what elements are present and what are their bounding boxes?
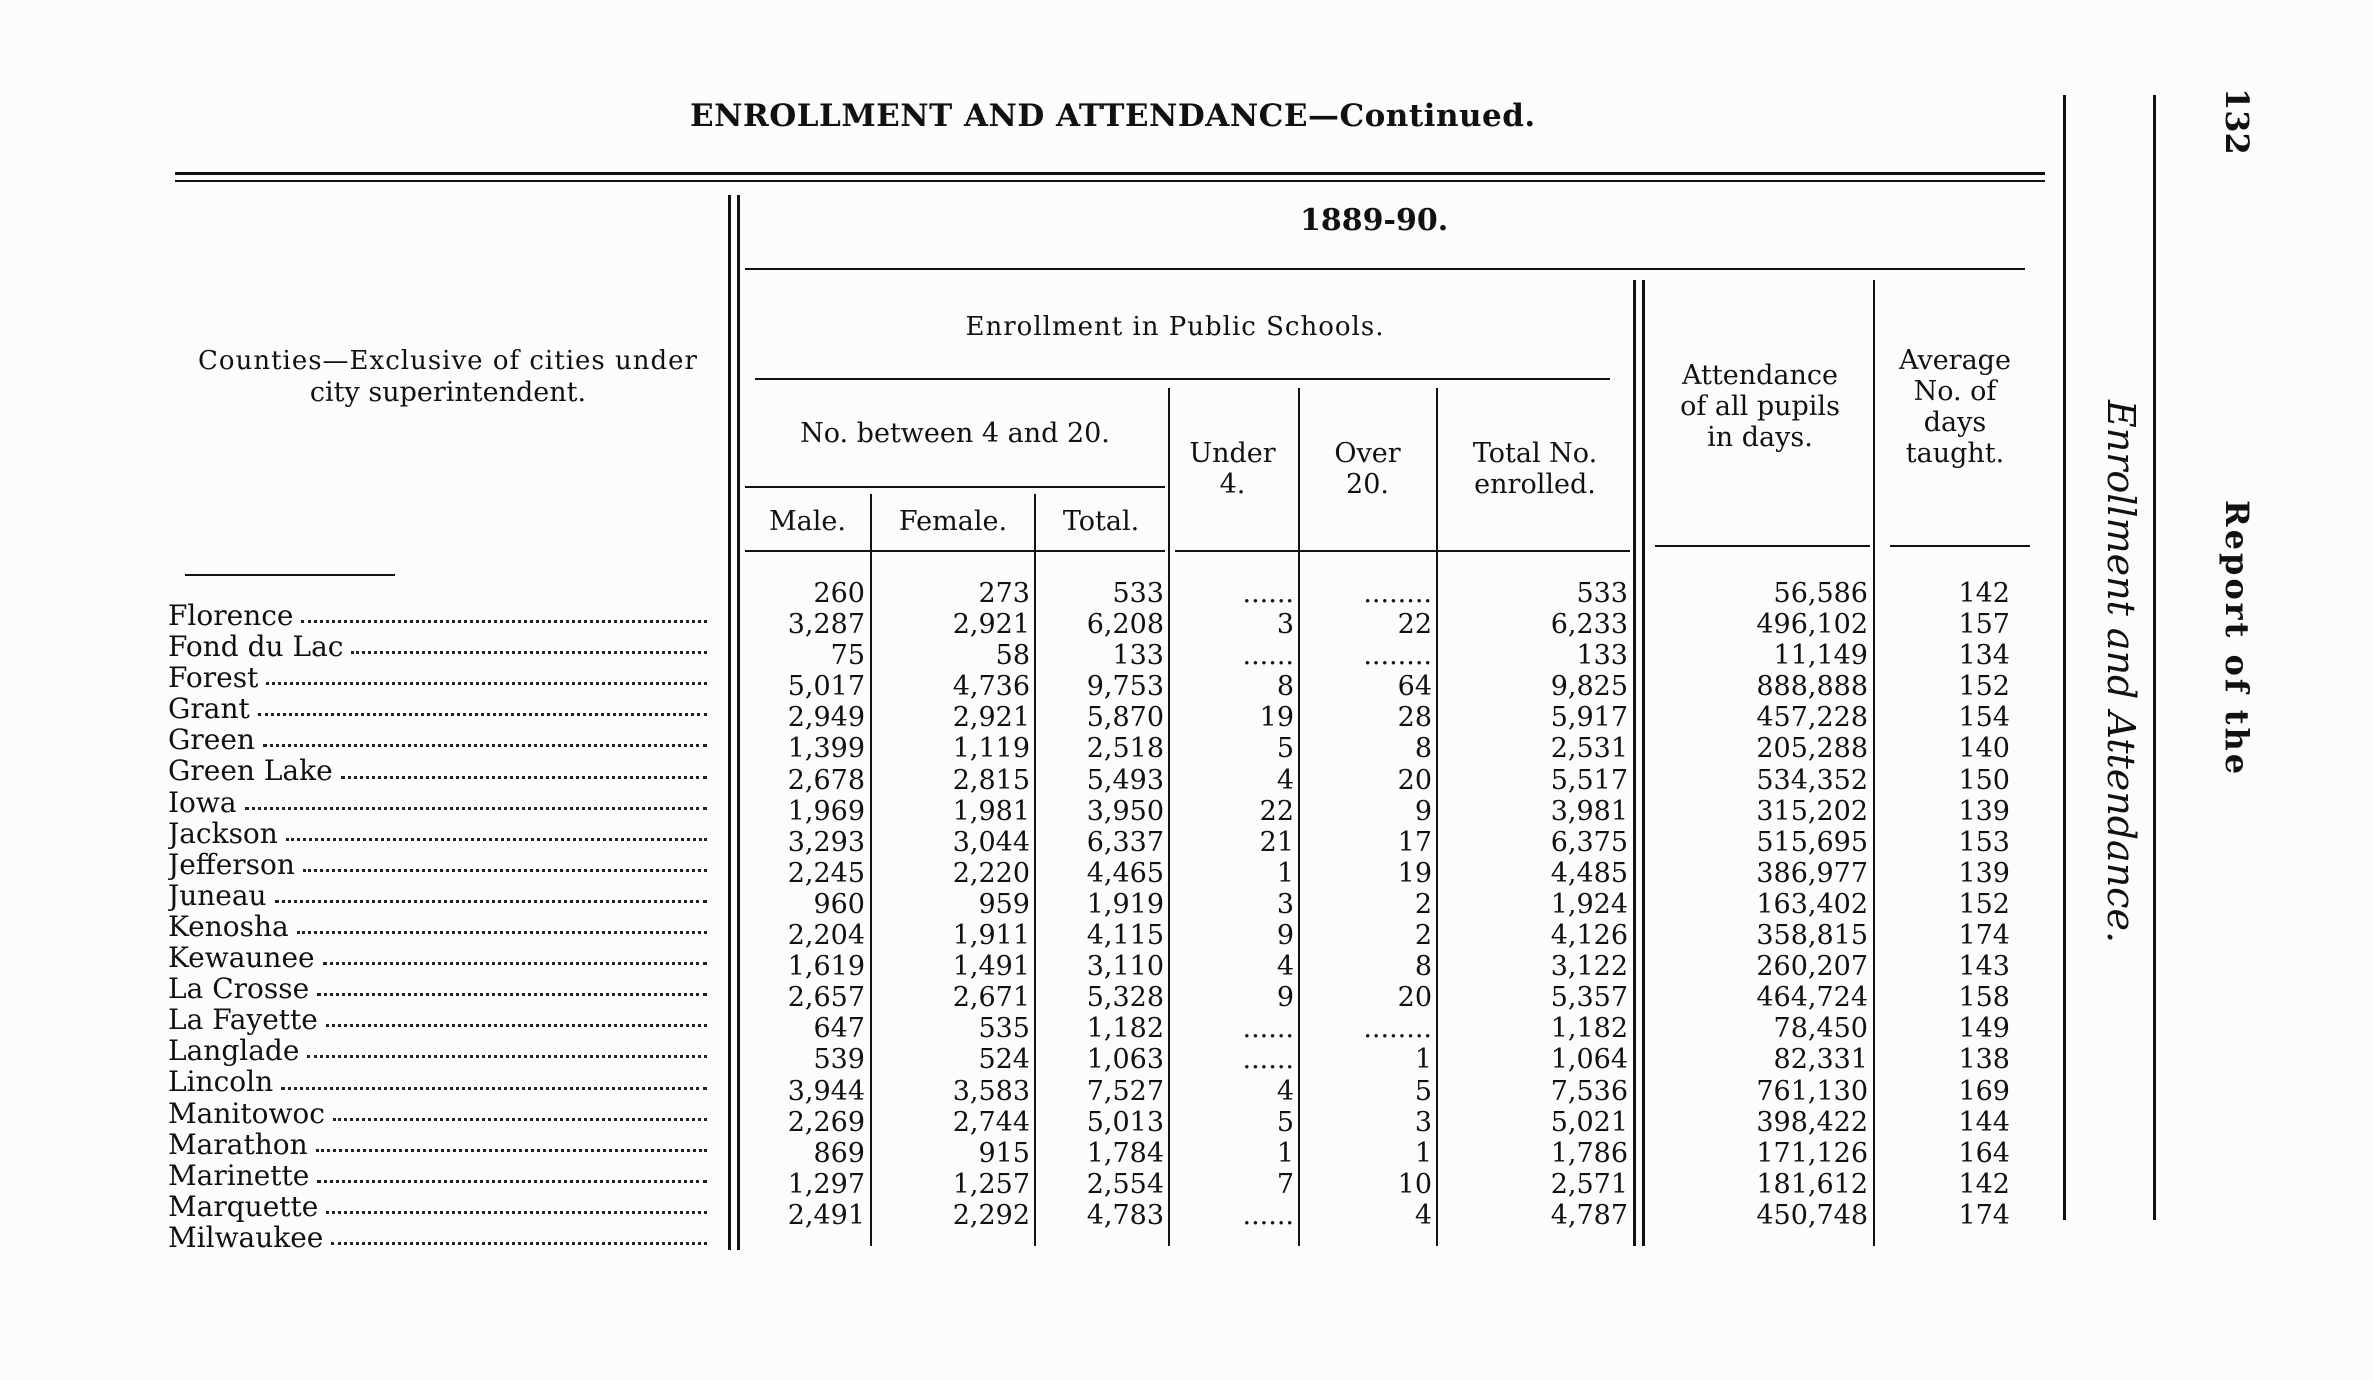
days-line1: Average [1899, 345, 2011, 376]
female-cell: 1,491 [952, 951, 1030, 983]
enrolled-line2: enrolled. [1474, 469, 1596, 500]
attendance-column [1650, 578, 1868, 1231]
over-cell: 1 [1414, 1044, 1432, 1076]
table-row [168, 724, 713, 755]
days-cell: 149 [1958, 1013, 2010, 1045]
header-bottom-rule-d [1890, 545, 2030, 547]
over-cell: 8 [1414, 951, 1432, 983]
over-cell: ........ [1363, 640, 1432, 672]
enrollment-header: Enrollment in Public Schools. [965, 312, 1385, 342]
total-cell: 2,554 [1086, 1168, 1164, 1200]
attendance-line1: Attendance [1682, 360, 1838, 391]
attendance-line3: in days. [1707, 422, 1813, 453]
county-name: Green Lake [168, 754, 333, 788]
female-cell: 535 [978, 1013, 1030, 1045]
page-edge-line-2 [2153, 95, 2156, 1220]
attendance-cell: 78,450 [1773, 1013, 1868, 1045]
top-rule-2 [175, 180, 2045, 182]
county-name: Marinette [168, 1158, 310, 1192]
days-cell: 150 [1958, 764, 2010, 796]
attendance-cell: 386,977 [1756, 857, 1868, 889]
dot-leader [275, 880, 707, 903]
enrolled-cell: 2,571 [1550, 1168, 1628, 1200]
male-column [745, 578, 865, 1231]
under-cell: 4 [1276, 1075, 1294, 1107]
enrolled-cell: 5,357 [1550, 982, 1628, 1014]
male-cell: 3,944 [787, 1075, 865, 1107]
under-cell: 4 [1276, 764, 1294, 796]
female-cell: 2,815 [952, 764, 1030, 796]
table-row [168, 1066, 713, 1097]
enrolled-cell: 3,981 [1550, 795, 1628, 827]
top-rule [175, 172, 2045, 175]
attendance-cell: 205,288 [1756, 733, 1868, 765]
stub-rule [185, 574, 395, 576]
dot-leader [297, 911, 707, 934]
enrolled-cell: 533 [1576, 578, 1628, 609]
attendance-line2: of all pupils [1680, 391, 1840, 422]
total-cell: 5,328 [1086, 982, 1164, 1014]
attendance-cell: 464,724 [1756, 982, 1868, 1014]
total-cell: 1,784 [1086, 1137, 1164, 1169]
under4-line2: 4. [1219, 469, 1246, 500]
table-row [168, 755, 713, 786]
under-cell: 1 [1276, 857, 1294, 889]
attendance-cell: 315,202 [1756, 795, 1868, 827]
table-row [168, 1222, 713, 1253]
table-row [168, 973, 713, 1004]
dot-leader [301, 600, 707, 623]
over-cell: 2 [1414, 888, 1432, 920]
male-cell: 2,657 [787, 982, 865, 1014]
county-column [168, 600, 713, 1253]
female-cell: 2,292 [952, 1199, 1030, 1231]
under-cell: 3 [1276, 609, 1294, 641]
col-sep-enrolled [1633, 280, 1636, 1246]
male-cell: 1,619 [787, 951, 865, 983]
dot-leader [245, 787, 707, 810]
total-cell: 7,527 [1086, 1075, 1164, 1107]
enrolled-cell: 1,786 [1550, 1137, 1628, 1169]
side-bold-title: Report of the [2218, 500, 2256, 778]
days-cell: 140 [1958, 733, 2010, 765]
male-cell: 539 [813, 1044, 865, 1076]
page-edge-line [2063, 95, 2066, 1220]
under-cell: 1 [1276, 1137, 1294, 1169]
over-cell: 22 [1397, 609, 1432, 641]
over-cell: 28 [1397, 702, 1432, 734]
over-cell: 9 [1414, 795, 1432, 827]
male-cell: 2,269 [787, 1106, 865, 1138]
male-cell: 1,297 [787, 1168, 865, 1200]
col-sep-enrolled-2 [1642, 280, 1645, 1246]
under-cell: 3 [1276, 888, 1294, 920]
under4-header [1170, 438, 1295, 500]
county-name: Lincoln [168, 1065, 274, 1099]
table-row [168, 1191, 713, 1222]
county-name: Marathon [168, 1127, 308, 1161]
over-cell: 17 [1397, 826, 1432, 858]
table-row [168, 818, 713, 849]
male-cell: 1,399 [787, 733, 865, 765]
attendance-cell: 450,748 [1756, 1199, 1868, 1231]
page-header: ENROLLMENT AND ATTENDANCE—Continued. [690, 98, 1536, 134]
male-cell: 3,293 [787, 826, 865, 858]
counties-header-line1: Counties—Exclusive of cities under [198, 346, 698, 376]
enrolled-cell: 5,021 [1550, 1106, 1628, 1138]
under-cell: 22 [1259, 795, 1294, 827]
over-cell: 8 [1414, 733, 1432, 765]
male-cell: 2,204 [787, 920, 865, 952]
header-bottom-rule-a [745, 550, 1165, 552]
attendance-cell: 82,331 [1773, 1044, 1868, 1076]
female-cell: 2,921 [952, 609, 1030, 641]
days-cell: 144 [1958, 1106, 2010, 1138]
county-name: Green [168, 723, 255, 757]
enrolled-cell: 4,126 [1550, 920, 1628, 952]
female-cell: 58 [995, 640, 1030, 672]
total-cell: 5,493 [1086, 764, 1164, 796]
dot-leader [316, 1129, 707, 1152]
total-cell: 1,182 [1086, 1013, 1164, 1045]
total-cell: 9,753 [1086, 671, 1164, 703]
attendance-cell: 56,586 [1773, 578, 1868, 609]
dot-leader [326, 1191, 707, 1214]
days-cell: 153 [1958, 826, 2010, 858]
over-cell: ........ [1363, 1013, 1432, 1045]
under-cell: ...... [1242, 1199, 1294, 1231]
over-cell: ........ [1363, 578, 1432, 609]
days-cell: 157 [1958, 609, 2010, 641]
under-cell: ...... [1242, 1044, 1294, 1076]
county-name: Manitowoc [168, 1096, 325, 1130]
days-cell: 174 [1958, 1199, 2010, 1231]
female-cell: 4,736 [952, 671, 1030, 703]
table-row [168, 1129, 713, 1160]
over20-header [1300, 438, 1435, 500]
over20-column [1300, 578, 1432, 1231]
over-cell: 2 [1414, 920, 1432, 952]
under-cell: 4 [1276, 951, 1294, 983]
days-cell: 142 [1958, 1168, 2010, 1200]
under-cell: 5 [1276, 1106, 1294, 1138]
enrolled-cell: 133 [1576, 640, 1628, 672]
enrolled-cell: 4,787 [1550, 1199, 1628, 1231]
table-row [168, 693, 713, 724]
enrolled-cell: 3,122 [1550, 951, 1628, 983]
female-cell: 524 [978, 1044, 1030, 1076]
attendance-cell: 398,422 [1756, 1106, 1868, 1138]
female-column [872, 578, 1030, 1231]
female-cell: 3,044 [952, 826, 1030, 858]
over-cell: 1 [1414, 1137, 1432, 1169]
table-row [168, 1035, 713, 1066]
total-cell: 5,870 [1086, 702, 1164, 734]
total-cell: 2,518 [1086, 733, 1164, 765]
over-cell: 20 [1397, 982, 1432, 1014]
under-cell: 9 [1276, 982, 1294, 1014]
counties-header-line2: city superintendent. [309, 377, 587, 408]
county-name: Langlade [168, 1034, 300, 1068]
total-cell: 6,337 [1086, 826, 1164, 858]
county-name: Juneau [168, 878, 267, 912]
days-cell: 134 [1958, 640, 2010, 672]
under-cell: 21 [1259, 826, 1294, 858]
over-cell: 19 [1397, 857, 1432, 889]
female-cell: 2,744 [952, 1106, 1030, 1138]
dot-leader [307, 1035, 707, 1058]
table-row [168, 1004, 713, 1035]
table-row [168, 787, 713, 818]
under-cell: ...... [1242, 640, 1294, 672]
female-header: Female. [898, 506, 1008, 537]
side-italic-title: Enrollment and Attendance. [2099, 400, 2143, 944]
under-cell: ...... [1242, 1013, 1294, 1045]
days-cell: 174 [1958, 920, 2010, 952]
county-name: Milwaukee [168, 1220, 324, 1253]
female-cell: 1,257 [952, 1168, 1030, 1200]
county-name: La Fayette [168, 1003, 318, 1037]
attendance-cell: 457,228 [1756, 702, 1868, 734]
county-name: La Crosse [168, 972, 310, 1006]
county-name: Iowa [168, 785, 237, 819]
enrolled-header [1440, 438, 1630, 500]
days-cell: 152 [1958, 671, 2010, 703]
under-cell: 7 [1276, 1168, 1294, 1200]
male-cell: 647 [813, 1013, 865, 1045]
total-header: Total. [1062, 506, 1140, 537]
over-cell: 64 [1397, 671, 1432, 703]
col-sep-attendance [1873, 280, 1875, 1246]
county-name: Kenosha [168, 909, 289, 943]
attendance-cell: 260,207 [1756, 951, 1868, 983]
attendance-cell: 761,130 [1756, 1075, 1868, 1107]
days-cell: 169 [1958, 1075, 2010, 1107]
enrolled-cell: 2,531 [1550, 733, 1628, 765]
days-cell: 164 [1958, 1137, 2010, 1169]
total-cell: 533 [1112, 578, 1164, 609]
year-rule [745, 268, 2025, 270]
male-cell: 869 [813, 1137, 865, 1169]
days-column [1880, 578, 2010, 1231]
enrolled-cell: 1,924 [1550, 888, 1628, 920]
total-cell: 4,465 [1086, 857, 1164, 889]
attendance-cell: 181,612 [1756, 1168, 1868, 1200]
over20-line2: 20. [1346, 469, 1389, 500]
dot-leader [341, 755, 707, 778]
counties-header [168, 346, 728, 408]
dot-leader [286, 818, 707, 841]
table-row [168, 911, 713, 942]
male-cell: 2,949 [787, 702, 865, 734]
table-row [168, 942, 713, 973]
over-cell: 4 [1414, 1199, 1432, 1231]
female-cell: 959 [978, 888, 1030, 920]
enrolled-cell: 7,536 [1550, 1075, 1628, 1107]
enrolled-cell: 1,064 [1550, 1044, 1628, 1076]
attendance-cell: 515,695 [1756, 826, 1868, 858]
enrolled-line1: Total No. [1472, 438, 1598, 469]
enrollment-rule [755, 378, 1610, 380]
table-row [168, 662, 713, 693]
male-cell: 960 [813, 888, 865, 920]
attendance-cell: 171,126 [1756, 1137, 1868, 1169]
male-header: Male. [769, 506, 846, 537]
female-cell: 1,981 [952, 795, 1030, 827]
female-cell: 273 [978, 578, 1030, 609]
under-cell: ...... [1242, 578, 1294, 609]
female-cell: 2,220 [952, 857, 1030, 889]
days-line2: No. of [1913, 376, 1997, 407]
days-cell: 152 [1958, 888, 2010, 920]
table-row [168, 849, 713, 880]
total-cell: 4,115 [1086, 920, 1164, 952]
male-cell: 5,017 [787, 671, 865, 703]
over-cell: 3 [1414, 1106, 1432, 1138]
county-name: Grant [168, 692, 250, 726]
total-column [1036, 578, 1164, 1231]
county-name: Forest [168, 661, 259, 695]
attendance-cell: 11,149 [1773, 640, 1868, 672]
under4-column [1170, 578, 1294, 1231]
stub-separator-2 [737, 195, 740, 1250]
side-italic-wrap [2093, 400, 2153, 960]
total-cell: 133 [1112, 640, 1164, 672]
stub-separator [728, 195, 731, 1250]
days-line3: days [1923, 407, 1987, 438]
total-cell: 3,950 [1086, 795, 1164, 827]
male-cell: 75 [830, 640, 865, 672]
days-header [1880, 345, 2030, 469]
county-name: Jackson [168, 816, 278, 850]
days-line4: taught. [1905, 438, 2005, 469]
total-cell: 4,783 [1086, 1199, 1164, 1231]
table-row [168, 631, 713, 662]
between-header: No. between 4 and 20. [800, 418, 1110, 449]
header-bottom-rule-b [1175, 550, 1630, 552]
days-cell: 138 [1958, 1044, 2010, 1076]
days-cell: 142 [1958, 578, 2010, 609]
county-name: Florence [168, 600, 294, 632]
enrolled-cell: 9,825 [1550, 671, 1628, 703]
attendance-header [1650, 360, 1870, 453]
dot-leader [317, 1160, 707, 1183]
male-cell: 3,287 [787, 609, 865, 641]
days-cell: 139 [1958, 857, 2010, 889]
enrolled-cell: 6,375 [1550, 826, 1628, 858]
dot-leader [326, 1004, 707, 1027]
attendance-cell: 888,888 [1756, 671, 1868, 703]
total-cell: 1,063 [1086, 1044, 1164, 1076]
male-cell: 2,245 [787, 857, 865, 889]
county-name: Fond du Lac [168, 630, 344, 664]
dot-leader [263, 724, 707, 747]
female-cell: 1,911 [952, 920, 1030, 952]
attendance-cell: 358,815 [1756, 920, 1868, 952]
days-cell: 154 [1958, 702, 2010, 734]
total-cell: 3,110 [1086, 951, 1164, 983]
table-row [168, 880, 713, 911]
col-sep-over [1436, 388, 1438, 1246]
under-cell: 9 [1276, 920, 1294, 952]
page-number: 132 [2218, 88, 2256, 155]
male-cell: 2,678 [787, 764, 865, 796]
under-cell: 5 [1276, 733, 1294, 765]
enrolled-cell: 5,517 [1550, 764, 1628, 796]
dot-leader [303, 849, 707, 872]
dot-leader [281, 1066, 707, 1089]
days-cell: 143 [1958, 951, 2010, 983]
under-cell: 19 [1259, 702, 1294, 734]
female-cell: 1,119 [952, 733, 1030, 765]
attendance-cell: 534,352 [1756, 764, 1868, 796]
enrolled-cell: 6,233 [1550, 609, 1628, 641]
male-cell: 2,491 [787, 1199, 865, 1231]
county-name: Kewaunee [168, 941, 315, 975]
dot-leader [351, 631, 707, 654]
total-cell: 1,919 [1086, 888, 1164, 920]
female-cell: 3,583 [952, 1075, 1030, 1107]
enrolled-column [1440, 578, 1628, 1231]
dot-leader [258, 693, 707, 716]
over20-line1: Over [1334, 438, 1401, 469]
enrolled-cell: 5,917 [1550, 702, 1628, 734]
under4-line1: Under [1189, 438, 1276, 469]
enrolled-cell: 4,485 [1550, 857, 1628, 889]
female-cell: 915 [978, 1137, 1030, 1169]
between-rule [745, 486, 1165, 488]
under-cell: 8 [1276, 671, 1294, 703]
dot-leader [317, 973, 707, 996]
days-cell: 139 [1958, 795, 2010, 827]
header-bottom-rule-c [1655, 545, 1870, 547]
dot-leader [323, 942, 707, 965]
male-cell: 260 [813, 578, 865, 609]
female-cell: 2,671 [952, 982, 1030, 1014]
total-cell: 5,013 [1086, 1106, 1164, 1138]
dot-leader [266, 662, 707, 685]
table-row [168, 1098, 713, 1129]
days-cell: 158 [1958, 982, 2010, 1014]
county-name: Jefferson [168, 847, 295, 881]
county-name: Marquette [168, 1189, 319, 1223]
enrolled-cell: 1,182 [1550, 1013, 1628, 1045]
over-cell: 10 [1397, 1168, 1432, 1200]
attendance-cell: 163,402 [1756, 888, 1868, 920]
female-cell: 2,921 [952, 702, 1030, 734]
male-cell: 1,969 [787, 795, 865, 827]
table-row [168, 600, 713, 631]
table-row [168, 1160, 713, 1191]
over-cell: 20 [1397, 764, 1432, 796]
dot-leader [333, 1098, 707, 1121]
over-cell: 5 [1414, 1075, 1432, 1107]
total-cell: 6,208 [1086, 609, 1164, 641]
dot-leader [331, 1222, 707, 1245]
year-heading: 1889-90. [1300, 203, 1449, 238]
attendance-cell: 496,102 [1756, 609, 1868, 641]
